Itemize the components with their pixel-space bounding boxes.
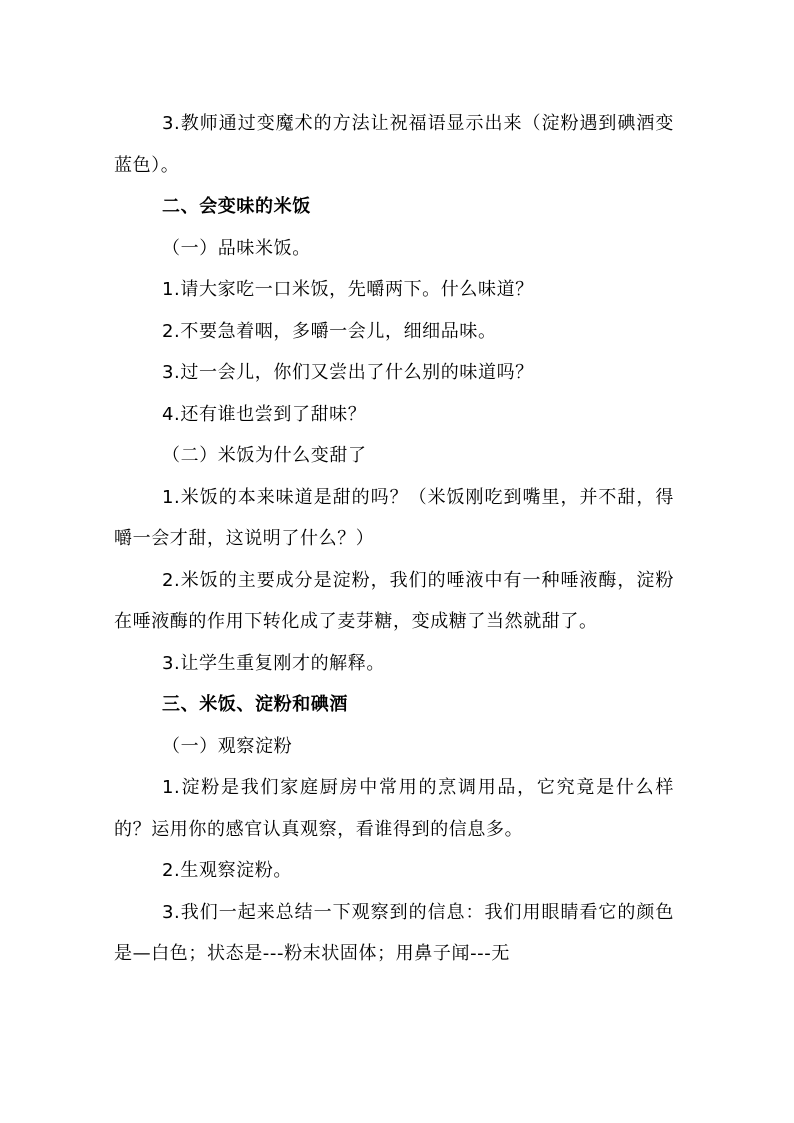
paragraph-observe-2: 2.生观察淀粉。	[162, 860, 292, 881]
paragraph-observe-1: 1.淀粉是我们家庭厨房中常用的烹调用品，它究竟是什么样的？运用你的感官认真观察，看谁得到的信息多。	[114, 777, 674, 840]
paragraph-sweet-2: 2.米饭的主要成分是淀粉，我们的唾液中有一种唾液酶，淀粉在唾液酶的作用下转化成了麦芽糖，变成糖了当然就甜了。	[114, 569, 674, 632]
paragraph-sweet-1: 1.米饭的本来味道是甜的吗？（米饭刚吃到嘴里，并不甜，得嚼一会才甜，这说明了什么？）	[114, 486, 674, 549]
paragraph-step-3-magic: 3.教师通过变魔术的方法让祝福语显示出来（淀粉遇到碘酒变蓝色）。	[114, 113, 674, 176]
paragraph-taste-1: 1.请大家吃一口米饭，先嚼两下。什么味道？	[162, 279, 534, 300]
paragraph-sweet-3: 3.让学生重复刚才的解释。	[162, 652, 385, 674]
document-body	[114, 103, 674, 975]
paragraph-taste-3: 3.过一会儿，你们又尝出了什么别的味道吗？	[162, 362, 534, 383]
section-heading-rice: 二、会变味的米饭	[162, 196, 311, 217]
section-heading-starch: 三、米饭、淀粉和碘酒	[162, 694, 348, 715]
paragraph-taste-4: 4.还有谁也尝到了甜味？	[162, 403, 367, 425]
subsection-observe-starch: （一）观察淀粉	[162, 735, 293, 757]
subsection-why-sweet: （二）米饭为什么变甜了	[162, 445, 367, 466]
paragraph-observe-3: 3.我们一起来总结一下观察到的信息：我们用眼睛看它的颜色是—白色；状态是---粉末状固体；用鼻子闻---无	[114, 901, 674, 964]
paragraph-taste-2: 2.不要急着咽，多嚼一会儿，细细品味。	[162, 320, 497, 342]
subsection-taste-rice: （一）品味米饭。	[162, 237, 311, 259]
